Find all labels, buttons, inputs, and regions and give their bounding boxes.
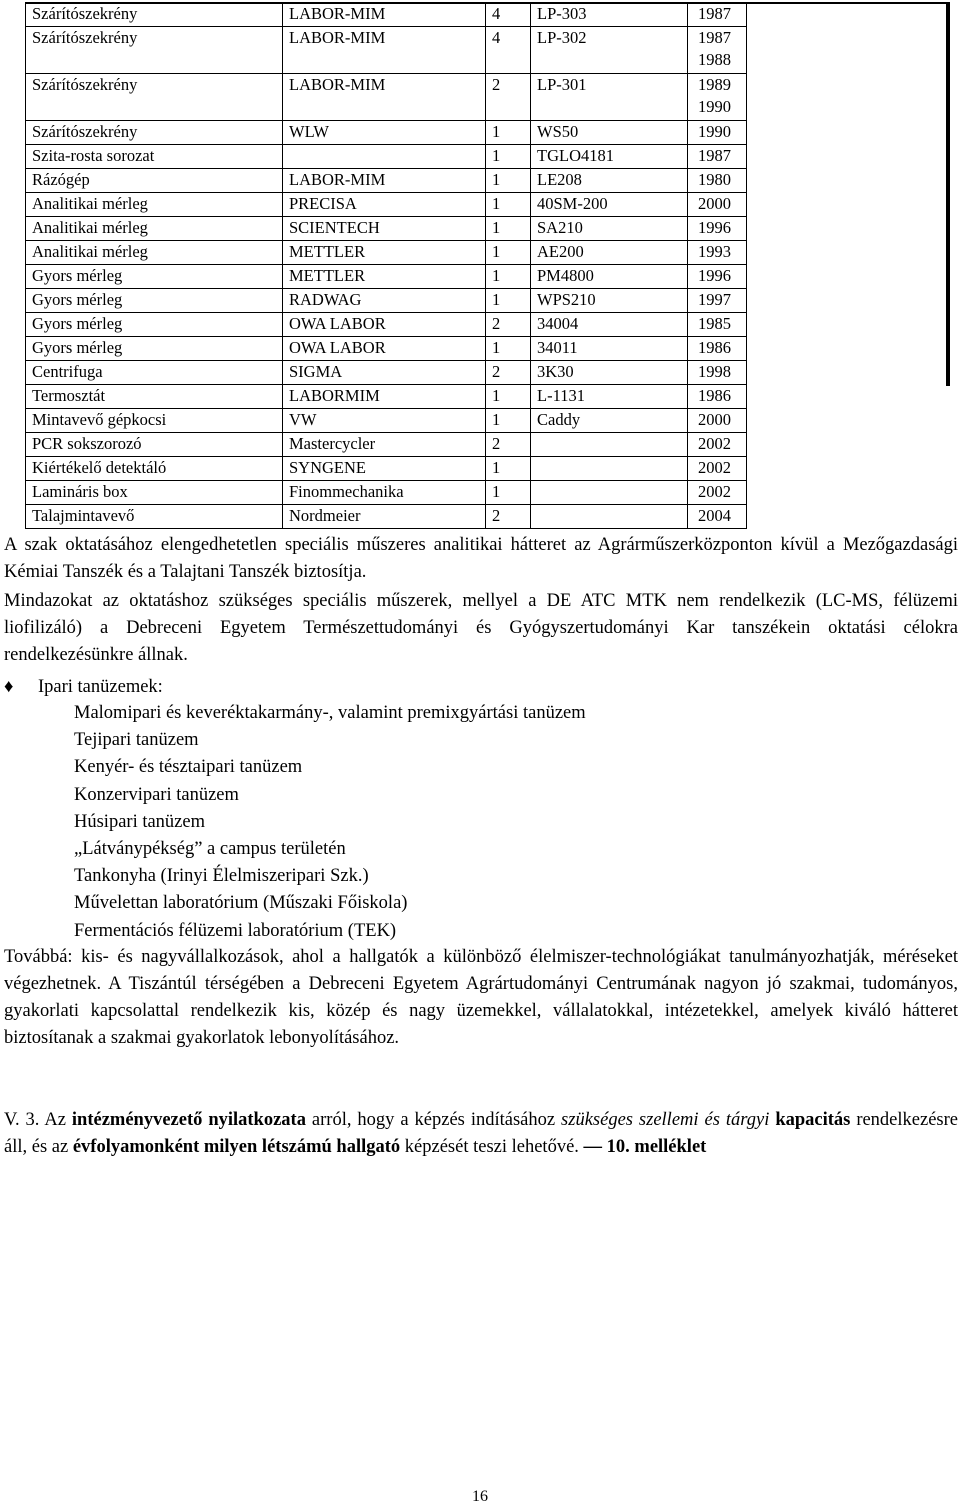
quantity-cell: 2 bbox=[486, 74, 531, 121]
quantity-cell: 1 bbox=[486, 265, 531, 289]
brand-cell: LABOR-MIM bbox=[283, 3, 486, 27]
year-cell: 1997 bbox=[688, 289, 747, 313]
brand-cell: METTLER bbox=[283, 241, 486, 265]
equipment-name-cell: Centrifuga bbox=[26, 361, 283, 385]
table-row bbox=[26, 121, 747, 145]
equipment-name-cell: Rázógép bbox=[26, 169, 283, 193]
year-cell: 1987 bbox=[688, 145, 747, 169]
equipment-name-cell: Termosztát bbox=[26, 385, 283, 409]
quantity-cell: 2 bbox=[486, 505, 531, 529]
brand-cell: SIGMA bbox=[283, 361, 486, 385]
model-cell: WPS210 bbox=[531, 289, 688, 313]
paragraph-text bbox=[4, 1107, 958, 1161]
model-cell: SA210 bbox=[531, 217, 688, 241]
annex-reference: — 10. melléklet bbox=[583, 1137, 707, 1157]
model-cell bbox=[531, 457, 688, 481]
quantity-cell: 4 bbox=[486, 3, 531, 27]
model-cell: PM4800 bbox=[531, 265, 688, 289]
bold-run: évfolyamonként milyen létszámú hallgató bbox=[72, 1137, 401, 1157]
model-cell: L-1131 bbox=[531, 385, 688, 409]
model-cell: 40SM-200 bbox=[531, 193, 688, 217]
text-run: Az bbox=[44, 1110, 66, 1130]
year-cell: 1985 bbox=[688, 313, 747, 337]
brand-cell: SYNGENE bbox=[283, 457, 486, 481]
list-item: „Látványpékség” a campus területén bbox=[74, 839, 346, 860]
list-item: Konzervipari tanüzem bbox=[74, 784, 239, 805]
model-cell bbox=[531, 505, 688, 529]
equipment-name-cell: Analitikai mérleg bbox=[26, 241, 283, 265]
brand-cell: SCIENTECH bbox=[283, 217, 486, 241]
quantity-cell: 4 bbox=[486, 27, 531, 74]
table-row bbox=[26, 433, 747, 457]
diamond-bullet-icon: ♦ bbox=[4, 677, 14, 697]
brand-cell: RADWAG bbox=[283, 289, 486, 313]
year-cell: 2004 bbox=[688, 505, 747, 529]
equipment-name-cell: Szárítószekrény bbox=[26, 3, 283, 27]
brand-cell bbox=[283, 145, 486, 169]
table-row bbox=[26, 505, 747, 529]
quantity-cell: 1 bbox=[486, 169, 531, 193]
model-cell: 34011 bbox=[531, 337, 688, 361]
text-run: rendelkezésre áll, és az bbox=[4, 1110, 958, 1157]
model-cell: LP-301 bbox=[531, 74, 688, 121]
industrial-plants-heading bbox=[4, 674, 163, 701]
brand-cell: OWA LABOR bbox=[283, 337, 486, 361]
quantity-cell: 1 bbox=[486, 409, 531, 433]
year-cell: 2002 bbox=[688, 457, 747, 481]
quantity-cell: 1 bbox=[486, 337, 531, 361]
paragraph-text: Továbbá: kis- és nagyvállalkozások, ahol a hallgatók a különböző élelmiszer-technológiákat tanulmányozhatják, méréseket végezhetnek. A Tiszántúl térségében a Debreceni Egyetem Agrártudományi Centrumának nagyon jó szakmai, tudományos, gyakorlati kapcsolattal rendelkezik kis, közép és nagy üzemekkel, vállalatokkal, intézetekkel, amelyek kiváló hátteret biztosítanak a szakmai gyakorlatok lebonyolításához. bbox=[4, 947, 958, 1048]
year-cell: 1986 bbox=[688, 385, 747, 409]
year-cell: 1980 bbox=[688, 169, 747, 193]
bold-run: intézményvezető nyilatkozata bbox=[71, 1110, 306, 1130]
table-row bbox=[26, 3, 747, 27]
model-cell: WS50 bbox=[531, 121, 688, 145]
quantity-cell: 1 bbox=[486, 481, 531, 505]
table-row bbox=[26, 385, 747, 409]
brand-cell: OWA LABOR bbox=[283, 313, 486, 337]
brand-cell: Finommechanika bbox=[283, 481, 486, 505]
model-cell: 3K30 bbox=[531, 361, 688, 385]
table-row bbox=[26, 409, 747, 433]
equipment-name-cell: Szárítószekrény bbox=[26, 121, 283, 145]
list-item: Húsipari tanüzem bbox=[74, 811, 205, 832]
equipment-name-cell: PCR sokszorozó bbox=[26, 433, 283, 457]
equipment-name-cell: Mintavevő gépkocsi bbox=[26, 409, 283, 433]
table-row bbox=[26, 217, 747, 241]
equipment-name-cell: Lamináris box bbox=[26, 481, 283, 505]
table-row bbox=[26, 289, 747, 313]
table-row bbox=[26, 241, 747, 265]
table-row bbox=[26, 481, 747, 505]
year-cell: 1986 bbox=[688, 337, 747, 361]
year-cell: 1987 1988 bbox=[688, 27, 747, 74]
paragraph-text: A szak oktatásához elengedhetetlen speciális műszeres analitikai hátteret az Agrárműszerközponton kívül a Mezőgazdasági Kémiai Tanszék és a Talajtani Tanszék biztosítja. bbox=[4, 535, 958, 582]
table-row bbox=[26, 193, 747, 217]
model-cell: 34004 bbox=[531, 313, 688, 337]
model-cell: LE208 bbox=[531, 169, 688, 193]
brand-cell: LABOR-MIM bbox=[283, 27, 486, 74]
quantity-cell: 1 bbox=[486, 385, 531, 409]
year-cell: 1996 bbox=[688, 217, 747, 241]
list-item: Tejipari tanüzem bbox=[74, 730, 199, 751]
quantity-cell: 2 bbox=[486, 313, 531, 337]
paragraph-section-v3 bbox=[4, 1107, 958, 1161]
model-cell: Caddy bbox=[531, 409, 688, 433]
model-cell: LP-302 bbox=[531, 27, 688, 74]
quantity-cell: 1 bbox=[486, 145, 531, 169]
year-cell: 2000 bbox=[688, 409, 747, 433]
text-run: arról, hogy a képzés indításához bbox=[311, 1110, 556, 1130]
equipment-name-cell: Szárítószekrény bbox=[26, 74, 283, 121]
brand-cell: VW bbox=[283, 409, 486, 433]
table-row bbox=[26, 169, 747, 193]
brand-cell: METTLER bbox=[283, 265, 486, 289]
year-cell: 1998 bbox=[688, 361, 747, 385]
equipment-name-cell: Analitikai mérleg bbox=[26, 193, 283, 217]
quantity-cell: 1 bbox=[486, 193, 531, 217]
equipment-name-cell: Szárítószekrény bbox=[26, 27, 283, 74]
text-run: képzését teszi lehetővé. bbox=[404, 1137, 579, 1157]
equipment-name-cell: Analitikai mérleg bbox=[26, 217, 283, 241]
table-row bbox=[26, 361, 747, 385]
list-item: Művelettan laboratórium (Műszaki Főiskola) bbox=[74, 893, 408, 914]
year-cell: 2002 bbox=[688, 433, 747, 457]
paragraph-furthermore bbox=[4, 944, 958, 1052]
year-cell: 1996 bbox=[688, 265, 747, 289]
table-row bbox=[26, 457, 747, 481]
industrial-plants-list bbox=[74, 700, 586, 945]
list-item: Fermentációs félüzemi laboratórium (TEK) bbox=[74, 920, 397, 941]
year-cell: 1993 bbox=[688, 241, 747, 265]
table-row bbox=[26, 145, 747, 169]
table-row bbox=[26, 265, 747, 289]
equipment-table bbox=[25, 2, 747, 529]
year-cell: 2000 bbox=[688, 193, 747, 217]
list-item: Tankonyha (Irinyi Élelmiszeripari Szk.) bbox=[74, 866, 369, 887]
heading-text: Ipari tanüzemek: bbox=[38, 677, 163, 697]
year-cell: 1987 bbox=[688, 3, 747, 27]
equipment-name-cell: Gyors mérleg bbox=[26, 313, 283, 337]
quantity-cell: 2 bbox=[486, 433, 531, 457]
equipment-name-cell: Gyors mérleg bbox=[26, 337, 283, 361]
brand-cell: LABOR-MIM bbox=[283, 74, 486, 121]
model-cell: AE200 bbox=[531, 241, 688, 265]
paragraph-text: Mindazokat az oktatáshoz szükséges speciális műszerek, mellyel a DE ATC MTK nem rendelkezik (LC-MS, félüzemi liofilizáló) a Debreceni Egyetem Természettudományi és Gyógyszertudományi Kar tanszékein oktatási célokra rendelkezésünkre állnak. bbox=[4, 591, 958, 665]
quantity-cell: 1 bbox=[486, 217, 531, 241]
quantity-cell: 1 bbox=[486, 241, 531, 265]
model-cell: TGLO4181 bbox=[531, 145, 688, 169]
brand-cell: LABORMIM bbox=[283, 385, 486, 409]
italic-run: szükséges szellemi és tárgyi bbox=[561, 1110, 770, 1130]
equipment-name-cell: Szita-rosta sorozat bbox=[26, 145, 283, 169]
model-cell bbox=[531, 433, 688, 457]
table-row bbox=[26, 74, 747, 121]
table-row bbox=[26, 313, 747, 337]
page-number: 16 bbox=[472, 1488, 488, 1505]
equipment-name-cell: Kiértékelő detektáló bbox=[26, 457, 283, 481]
quantity-cell: 2 bbox=[486, 361, 531, 385]
model-cell bbox=[531, 481, 688, 505]
brand-cell: LABOR-MIM bbox=[283, 169, 486, 193]
equipment-name-cell: Talajmintavevő bbox=[26, 505, 283, 529]
paragraph-special-instruments bbox=[4, 588, 958, 669]
quantity-cell: 1 bbox=[486, 289, 531, 313]
year-cell: 1989 1990 bbox=[688, 74, 747, 121]
model-cell: LP-303 bbox=[531, 3, 688, 27]
table-right-border bbox=[946, 2, 950, 386]
table-row bbox=[26, 27, 747, 74]
quantity-cell: 1 bbox=[486, 457, 531, 481]
paragraph-analytics-background bbox=[4, 532, 958, 586]
bold-run: kapacitás bbox=[775, 1110, 851, 1130]
list-item: Malomipari és keveréktakarmány-, valamint premixgyártási tanüzem bbox=[74, 703, 586, 723]
brand-cell: Nordmeier bbox=[283, 505, 486, 529]
year-cell: 1990 bbox=[688, 121, 747, 145]
brand-cell: Mastercycler bbox=[283, 433, 486, 457]
year-cell: 2002 bbox=[688, 481, 747, 505]
brand-cell: PRECISA bbox=[283, 193, 486, 217]
equipment-name-cell: Gyors mérleg bbox=[26, 289, 283, 313]
brand-cell: WLW bbox=[283, 121, 486, 145]
equipment-name-cell: Gyors mérleg bbox=[26, 265, 283, 289]
list-item: Kenyér- és tésztaipari tanüzem bbox=[74, 757, 303, 778]
quantity-cell: 1 bbox=[486, 121, 531, 145]
section-number: V. 3. bbox=[4, 1110, 40, 1130]
table-row bbox=[26, 337, 747, 361]
